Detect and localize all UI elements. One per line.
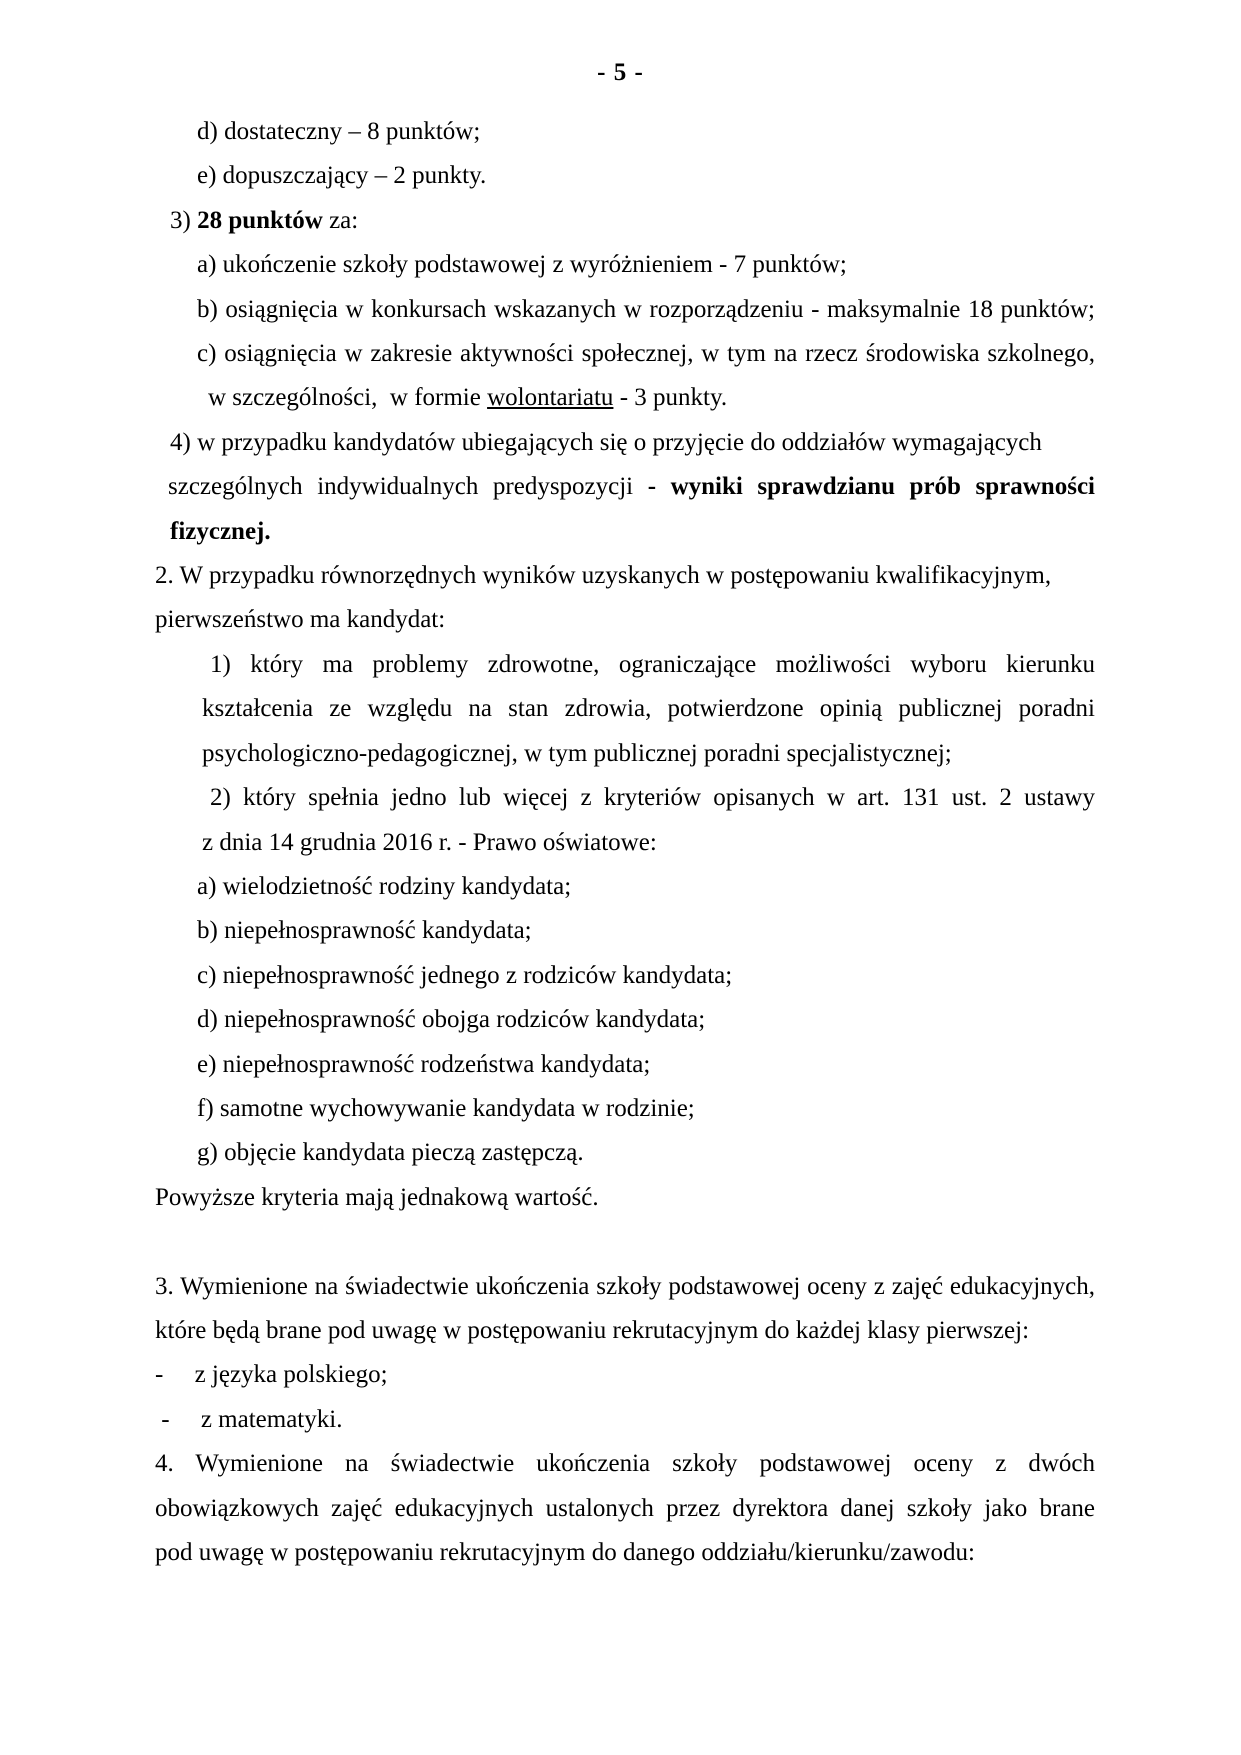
text-segment: Powyższe kryteria mają jednakową wartość. bbox=[155, 1183, 599, 1211]
text-line bbox=[197, 154, 1095, 198]
text-segment: szczególnych indywidualnych predyspozycji bbox=[168, 473, 648, 501]
text-line bbox=[155, 598, 1095, 642]
text-line bbox=[168, 465, 1095, 509]
text-line bbox=[155, 1442, 1095, 1486]
text-segment: - z języka polskiego; bbox=[155, 1361, 388, 1389]
text-line bbox=[197, 1087, 1095, 1131]
text-segment: a) ukończenie szkoły podstawowej z wyróżnieniem - 7 punktów; bbox=[197, 251, 847, 279]
text-segment: - 3 punkty. bbox=[613, 384, 728, 412]
text-line bbox=[197, 332, 1095, 376]
text-segment: fizycznej. bbox=[170, 517, 271, 545]
text-line bbox=[155, 1487, 1095, 1531]
text-segment: pierwszeństwo ma kandydat: bbox=[155, 606, 446, 634]
text-segment: b) osiągnięcia w konkursach wskazanych w rozporządzeniu - maksymalnie 18 punktów; bbox=[197, 295, 1095, 323]
text-segment: 4. Wymienione na świadectwie ukończenia szkoły podstawowej oceny z dwóch bbox=[155, 1450, 1095, 1478]
text-segment: c) niepełnosprawność jednego z rodziców kandydata; bbox=[197, 961, 733, 989]
text-segment: 2) który spełnia jedno lub więcej z kryteriów opisanych w art. 131 ust. 2 ustawy bbox=[210, 784, 1095, 812]
text-segment: 1) który ma problemy zdrowotne, ograniczające możliwości wyboru kierunku bbox=[210, 650, 1095, 678]
text-line bbox=[155, 1265, 1095, 1309]
text-line bbox=[197, 909, 1095, 953]
text-line bbox=[197, 243, 1095, 287]
text-line bbox=[202, 821, 1095, 865]
text-line bbox=[208, 376, 1095, 420]
document-body bbox=[155, 110, 1095, 1575]
text-segment: e) niepełnosprawność rodzeństwa kandydata; bbox=[197, 1050, 651, 1078]
text-line bbox=[210, 776, 1095, 820]
text-line bbox=[155, 1531, 1095, 1575]
text-segment: które będą brane pod uwagę w postępowaniu rekrutacyjnym do każdej klasy pierwszej: bbox=[155, 1316, 1030, 1344]
text-segment: - wyniki sprawdzianu prób sprawności bbox=[647, 473, 1095, 501]
blank-line bbox=[155, 1220, 1095, 1264]
text-segment: d) dostateczny – 8 punktów; bbox=[197, 118, 481, 145]
text-segment: wolontariatu bbox=[487, 384, 614, 412]
text-segment: pod uwagę w postępowaniu rekrutacyjnym do danego oddziału/kierunku/zawodu: bbox=[155, 1538, 975, 1566]
text-line bbox=[155, 1176, 1095, 1220]
text-segment: a) wielodzietność rodziny kandydata; bbox=[197, 872, 572, 900]
text-line bbox=[155, 1398, 1095, 1442]
text-line bbox=[197, 954, 1095, 998]
text-segment: kształcenia ze względu na stan zdrowia, potwierdzone opinią publicznej poradni bbox=[202, 695, 1095, 723]
text-line bbox=[170, 510, 1095, 554]
text-line bbox=[197, 110, 1095, 154]
text-line bbox=[202, 687, 1095, 731]
text-segment: psychologiczno-pedagogicznej, w tym publicznej poradni specjalistycznej; bbox=[202, 739, 952, 767]
text-segment: 3. Wymienione na świadectwie ukończenia szkoły podstawowej oceny z zajęć edukacyjnych, bbox=[155, 1272, 1095, 1300]
text-line bbox=[197, 288, 1095, 332]
text-line bbox=[155, 554, 1095, 598]
text-segment: f) samotne wychowywanie kandydata w rodzinie; bbox=[197, 1094, 695, 1122]
text-line bbox=[155, 1309, 1095, 1353]
text-segment: 2. W przypadku równorzędnych wyników uzyskanych w postępowaniu kwalifikacyjnym, bbox=[155, 562, 1052, 590]
text-segment: obowiązkowych zajęć edukacyjnych ustalonych przez dyrektora danej szkoły jako brane bbox=[155, 1494, 1095, 1522]
text-line bbox=[170, 199, 1095, 243]
text-segment: e) dopuszczający – 2 punkty. bbox=[197, 162, 487, 190]
text-segment: 4) w przypadku kandydatów ubiegających się o przyjęcie do oddziałów wymagających bbox=[170, 428, 1042, 456]
page-number: - 5 - bbox=[597, 59, 644, 86]
text-segment: - z matematyki. bbox=[155, 1405, 343, 1433]
text-segment: d) niepełnosprawność obojga rodziców kandydata; bbox=[197, 1006, 706, 1034]
text-line bbox=[202, 732, 1095, 776]
text-line bbox=[210, 643, 1095, 687]
text-line bbox=[197, 865, 1095, 909]
text-line bbox=[197, 998, 1095, 1042]
text-segment: z dnia 14 grudnia 2016 r. - Prawo oświatowe: bbox=[202, 828, 657, 856]
text-segment: g) objęcie kandydata pieczą zastępczą. bbox=[197, 1139, 584, 1167]
text-segment: 3) bbox=[170, 206, 198, 234]
text-segment: c) osiągnięcia w zakresie aktywności społecznej, w tym na rzecz środowiska szkolnego, bbox=[197, 340, 1095, 368]
text-segment: w szczególności, w formie bbox=[208, 384, 488, 412]
text-line bbox=[170, 421, 1095, 465]
text-segment: 28 punktów bbox=[197, 206, 323, 234]
text-line bbox=[155, 1353, 1095, 1397]
text-segment: za: bbox=[322, 206, 359, 234]
text-line bbox=[197, 1131, 1095, 1175]
text-line bbox=[197, 1043, 1095, 1087]
text-segment: b) niepełnosprawność kandydata; bbox=[197, 917, 532, 945]
